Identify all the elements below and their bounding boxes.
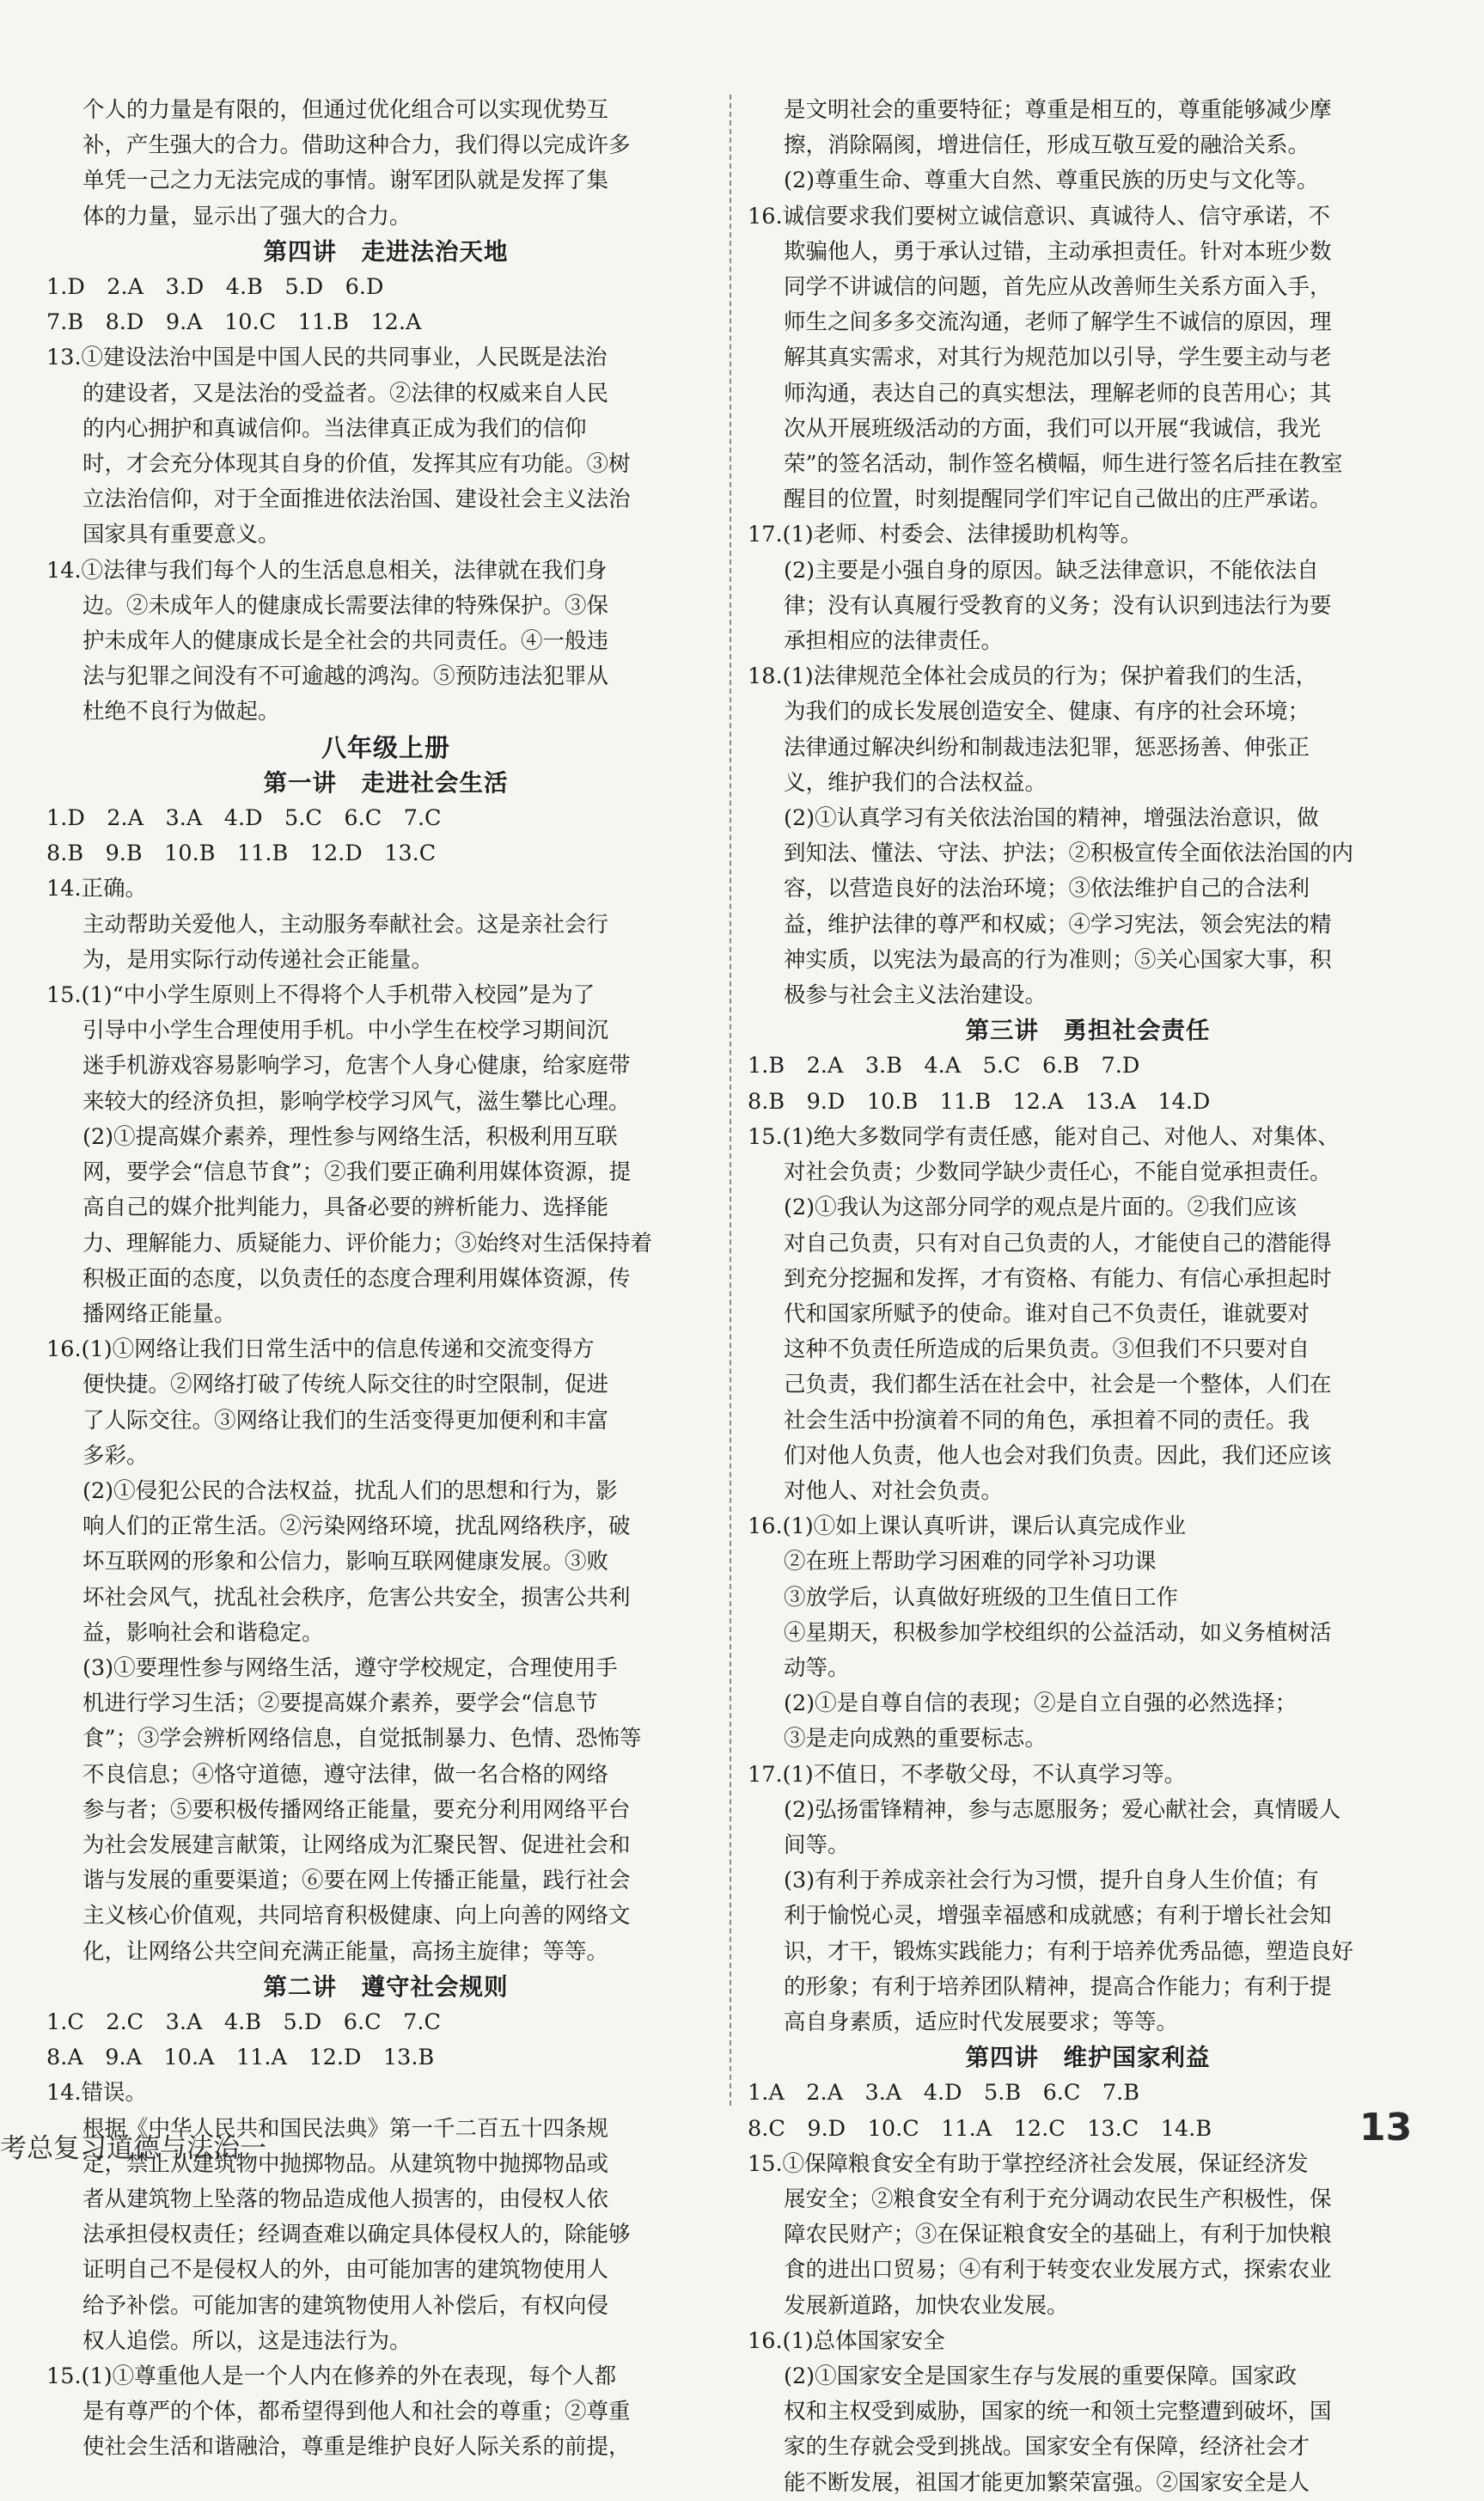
text-line: 动等。 [784,1654,850,1681]
text-line: 承担相应的法律责任。 [784,628,1004,655]
text-line: 1.D 2.A 3.A 4.D 5.C 6.C 7.C [46,805,442,832]
text-line: 识，才干，锻炼实践能力；有利于培养优秀品德，塑造良好 [784,1938,1354,1965]
text-line: 师沟通，表达自己的真实想法，理解老师的良苦用心；其 [784,380,1332,407]
text-line: 到知法、懂法、守法、护法；②积极宣传全面依法治国的内 [784,841,1354,867]
text-line: 16.(1)总体国家安全 [748,2327,945,2354]
text-line: (2)尊重生命、尊重大自然、尊重民族的历史与文化等。 [784,168,1319,194]
text-line: 间等。 [784,1831,850,1858]
text-line: 对自己负责，只有对自己负责的人，才能使自己的潜能得 [784,1230,1332,1257]
text-line: 17.(1)不值日，不孝敬父母，不认真学习等。 [748,1761,1187,1788]
text-line: 欺骗他人，勇于承认过错，主动承担责任。针对本班少数 [784,238,1332,265]
text-line: 谐与发展的重要渠道；⑥要在网上传播正能量，践行社会 [82,1868,631,1894]
section-heading: 第二讲 遵守社会规则 [263,1972,509,2001]
text-line: 1.A 2.A 3.A 4.D 5.B 6.C 7.B [748,2080,1139,2107]
text-line: 便快捷。②网络打破了传统人际交往的时空限制，促进 [82,1372,609,1398]
text-line: 14.错误。 [46,2080,148,2107]
right-column [748,93,1428,2501]
footer-book-title: 考总复习道德与法治一 [0,2133,266,2164]
text-line: 解其真实需求，对其行为规范加以引导，学生要主动与老 [784,345,1332,371]
text-line: 13.①建设法治中国是中国人民的共同事业，人民既是法治 [46,345,608,371]
text-line: 给予补偿。可能加害的建筑物使用人补偿后，有权向侵 [82,2292,609,2319]
text-line: 8.A 9.A 10.A 11.A 12.D 13.B [46,2045,435,2071]
text-line: 8.B 9.B 10.B 11.B 12.D 13.C [46,841,437,867]
text-line: 16.(1)①网络让我们日常生活中的信息传递和交流变得方 [46,1336,595,1363]
text-line: 8.B 9.D 10.B 11.B 12.A 13.A 14.D [748,1088,1211,1115]
text-line: 这种不负责任所造成的后果负责。③但我们不只要对自 [784,1336,1310,1363]
text-line: 1.D 2.A 3.D 4.B 5.D 6.D [46,274,384,301]
text-line: 益，维护法律的尊严和权威；④学习宪法，领会宪法的精 [784,911,1332,938]
text-line: (2)①提高媒介素养，理性参与网络生活，积极利用互联 [82,1123,618,1150]
text-line: 体的力量，显示出了强大的合力。 [82,203,412,229]
text-line: 14.①法律与我们每个人的生活息息相关，法律就在我们身 [46,557,608,584]
text-line: 坏互联网的形象和公信力，影响互联网健康发展。③败 [82,1549,609,1575]
text-line: 展安全；②粮食安全有利于充分调动农民生产积极性，保 [784,2186,1332,2212]
text-line: 义，维护我们的合法权益。 [784,769,1047,796]
text-line: 播网络正能量。 [82,1300,236,1327]
text-line: 是有尊严的个体，都希望得到他人和社会的尊重；②尊重 [82,2399,631,2425]
text-line: 迷手机游戏容易影响学习，危害个人身心健康，给家庭带 [82,1053,631,1079]
text-line: 法承担侵权责任；经调查难以确定具体侵权人的，除能够 [82,2222,631,2248]
text-line: 网，要学会“信息节食”；②我们要正确利用媒体资源，提 [82,1159,632,1186]
text-line: 们对他人负责，他人也会对我们负责。因此，我们还应该 [784,1442,1332,1469]
text-line: 8.C 9.D 10.C 11.A 12.C 13.C 14.B [748,2115,1212,2142]
text-line: 益，影响社会和谐稳定。 [82,1619,324,1646]
text-line: (2)①我认为这部分同学的观点是片面的。②我们应该 [784,1195,1298,1221]
text-line: 是文明社会的重要特征；尊重是相互的，尊重能够减少摩 [784,97,1332,123]
text-line: 同学不讲诚信的问题，首先应从改善师生关系方面入手， [784,274,1332,301]
text-line: 多彩。 [82,1442,149,1469]
text-line: 立法治信仰，对于全面推进依法治国、建设社会主义法治 [82,486,631,513]
text-line: 边。②未成年人的健康成长需要法律的特殊保护。③保 [82,592,609,619]
text-line: 社会生活中扮演着不同的角色，承担着不同的责任。我 [784,1407,1310,1434]
text-line: 己负责，我们都生活在社会中，社会是一个整体，人们在 [784,1372,1332,1398]
text-line: 参与者；⑤要积极传播网络正能量，要充分利用网络平台 [82,1796,631,1823]
text-line: 权和主权受到威胁，国家的统一和领土完整遭到破坏，国 [784,2399,1332,2425]
section-heading: 第四讲 维护国家利益 [965,2044,1211,2072]
text-line: 主义核心价值观，共同培育积极健康、向上向善的网络文 [82,1903,631,1929]
text-line: 16.诚信要求我们要树立诚信意识、真诚待人、信守承诺，不 [748,203,1331,229]
text-line: 16.(1)①如上课认真听讲，课后认真完成作业 [748,1513,1187,1540]
text-line: 根据《中华人民共和国民法典》第一千二百五十四条规 [82,2115,609,2142]
text-line: ②在班上帮助学习困难的同学补习功课 [784,1549,1157,1575]
text-line: 为我们的成长发展创造安全、健康、有序的社会环境； [784,699,1310,725]
text-line: 15.(1)绝大多数同学有责任感，能对自己、对他人、对集体、 [748,1123,1340,1150]
text-line: 17.(1)老师、村委会、法律援助机构等。 [748,522,1143,548]
left-column [46,93,725,2466]
text-line: 18.(1)法律规范全体社会成员的行为；保护着我们的生活， [748,663,1318,690]
page-number: 13 [1359,2106,1413,2149]
text-line: 高自己的媒介批判能力，具备必要的辨析能力、选择能 [82,1195,609,1221]
text-line: (2)①是自尊自信的表现；②是自立自强的必然选择； [784,1691,1298,1717]
section-heading: 第一讲 走进社会生活 [263,768,509,797]
text-line: 杜绝不良行为做起。 [82,699,280,725]
text-line: 能不断发展，祖国才能更加繁荣富强。②国家安全是人 [784,2469,1310,2496]
text-line: 容，以营造良好的法治环境；③依法维护自己的合法利 [784,876,1310,902]
text-line: 到充分挖掘和发挥，才有资格、有能力、有信心承担起时 [784,1265,1332,1292]
text-line: 擦，消除隔阂，增进信任，形成互敬互爱的融洽关系。 [784,132,1310,159]
text-line: 代和国家所赋予的使命。谁对自己不负责任，谁就要对 [784,1300,1310,1327]
section-heading: 第三讲 勇担社会责任 [965,1017,1211,1045]
column-divider [730,95,731,2106]
text-line: 的形象；有利于培养团队精神，提高合作能力；有利于提 [784,1973,1332,2000]
text-line: 补，产生强大的合力。借助这种合力，我们得以完成许多 [82,132,631,159]
text-line: (3)①要理性参与网络生活，遵守学校规定，合理使用手 [82,1654,618,1681]
text-line: 国家具有重要意义。 [82,522,280,548]
text-line: ④星期天，积极参加学校组织的公益活动，如义务植树活 [784,1619,1332,1646]
text-line: 荣”的签名活动，制作签名横幅，师生进行签名后挂在教室 [784,451,1343,478]
text-line: 证明自己不是侵权人的外，由可能加害的建筑物使用人 [82,2257,609,2284]
text-line: (2)①侵犯公民的合法权益，扰乱人们的思想和行为，影 [82,1477,618,1504]
text-line: (2)弘扬雷锋精神，参与志愿服务；爱心献社会，真情暖人 [784,1796,1341,1823]
text-line: 机进行学习生活；②要提高媒介素养，要学会“信息节 [82,1691,598,1717]
text-line: ③是走向成熟的重要标志。 [784,1726,1047,1752]
text-line: 醒目的位置，时刻提醒同学们牢记自己做出的庄严承诺。 [784,486,1332,513]
text-line: 7.B 8.D 9.A 10.C 11.B 12.A [46,309,422,336]
section-heading: 第四讲 走进法治天地 [263,237,509,266]
text-line: 力、理解能力、质疑能力、评价能力；③始终对生活保持着 [82,1230,653,1257]
text-line: 对他人、对社会负责。 [784,1477,1004,1504]
text-line: 利于愉悦心灵，增强幸福感和成就感；有利于增长社会知 [784,1903,1332,1929]
text-line: (3)有利于养成亲社会行为习惯，提升自身人生价值；有 [784,1868,1319,1894]
text-line: 食的进出口贸易；④有利于转变农业发展方式，探索农业 [784,2257,1332,2284]
text-line: ③放学后，认真做好班级的卫生值日工作 [784,1584,1179,1611]
text-line: 的建设者，又是法治的受益者。②法律的权威来自人民 [82,380,609,407]
grade-heading: 八年级上册 [321,732,450,762]
text-line: 为社会发展建言献策，让网络成为汇聚民智、促进社会和 [82,1831,631,1858]
text-line: 高自身素质，适应时代发展要求；等等。 [784,2009,1179,2035]
text-line: 使社会生活和谐融洽，尊重是维护良好人际关系的前提， [82,2434,631,2461]
text-line: 极参与社会主义法治建设。 [784,982,1047,1009]
text-line: 定，禁止从建筑物中抛掷物品。从建筑物中抛掷物品或 [82,2150,609,2177]
text-line: 家的生存就会受到挑战。国家安全有保障，经济社会才 [784,2434,1310,2461]
text-line: 食”；③学会辨析网络信息，自觉抵制暴力、色情、恐怖等 [82,1726,642,1752]
text-line: 15.(1)①尊重他人是一个人内在修养的外在表现，每个人都 [46,2363,617,2389]
text-line: 障农民财产；③在保证粮食安全的基础上，有利于加快粮 [784,2222,1332,2248]
text-line: 次从开展班级活动的方面，我们可以开展“我诚信，我光 [784,415,1322,442]
text-line: 发展新道路，加快农业发展。 [784,2292,1069,2319]
text-line: 为，是用实际行动传递社会正能量。 [82,946,434,973]
text-line: (2)①认真学习有关依法治国的精神，增强法治意识，做 [784,805,1319,832]
text-line: 法与犯罪之间没有不可逾越的鸿沟。⑤预防违法犯罪从 [82,663,609,690]
text-line: 不良信息；④恪守道德，遵守法律，做一名合格的网络 [82,1761,609,1788]
text-line: 律；没有认真履行受教育的义务；没有认识到违法行为要 [784,592,1332,619]
text-line: 者从建筑物上坠落的物品造成他人损害的，由侵权人依 [82,2186,609,2212]
text-line: 法律通过解决纠纷和制裁违法犯罪，惩恶扬善、伸张正 [784,734,1310,761]
text-line: (2)①国家安全是国家生存与发展的重要保障。国家政 [784,2363,1298,2389]
text-line: 引导中小学生合理使用手机。中小学生在校学习期间沉 [82,1018,609,1044]
text-line: 积极正面的态度，以负责任的态度合理利用媒体资源，传 [82,1265,631,1292]
text-line: 权人追偿。所以，这是违法行为。 [82,2327,412,2354]
text-line: 护未成年人的健康成长是全社会的共同责任。④一般违 [82,628,609,655]
text-line: 的内心拥护和真诚信仰。当法律真正成为我们的信仰 [82,415,587,442]
text-line: 15.(1)“中小学生原则上不得将个人手机带入校园”是为了 [46,982,595,1009]
text-line: 1.C 2.C 3.A 4.B 5.D 6.C 7.C [46,2009,441,2035]
text-line: 响人们的正常生活。②污染网络环境，扰乱网络秩序，破 [82,1513,631,1540]
text-line: 1.B 2.A 3.B 4.A 5.C 6.B 7.D [748,1053,1140,1079]
text-line: 单凭一己之力无法完成的事情。谢军团队就是发挥了集 [82,168,609,194]
text-line: 坏社会风气，扰乱社会秩序，危害公共安全，损害公共利 [82,1584,631,1611]
text-line: 个人的力量是有限的，但通过优化组合可以实现优势互 [82,97,609,123]
text-line: 师生之间多多交流沟通，老师了解学生不诚信的原因，理 [784,309,1332,336]
text-line: 化，让网络公共空间充满正能量，高扬主旋律；等等。 [82,1938,609,1965]
text-line: 15.①保障粮食安全有助于掌控经济社会发展，保证经济发 [748,2150,1309,2177]
text-line: 时，才会充分体现其自身的价值，发挥其应有功能。③树 [82,451,631,478]
text-line: 神实质，以宪法为最高的行为准则；⑤关心国家大事，积 [784,946,1332,973]
text-line: 对社会负责；少数同学缺少责任心，不能自觉承担责任。 [784,1159,1332,1186]
text-line: 主动帮助关爱他人，主动服务奉献社会。这是亲社会行 [82,911,609,938]
text-line: 14.正确。 [46,876,148,902]
text-line: 来较大的经济负担，影响学校学习风气，滋生攀比心理。 [82,1088,631,1115]
text-line: (2)主要是小强自身的原因。缺乏法律意识，不能依法自 [784,557,1319,584]
text-line: 了人际交往。③网络让我们的生活变得更加便利和丰富 [82,1407,609,1434]
